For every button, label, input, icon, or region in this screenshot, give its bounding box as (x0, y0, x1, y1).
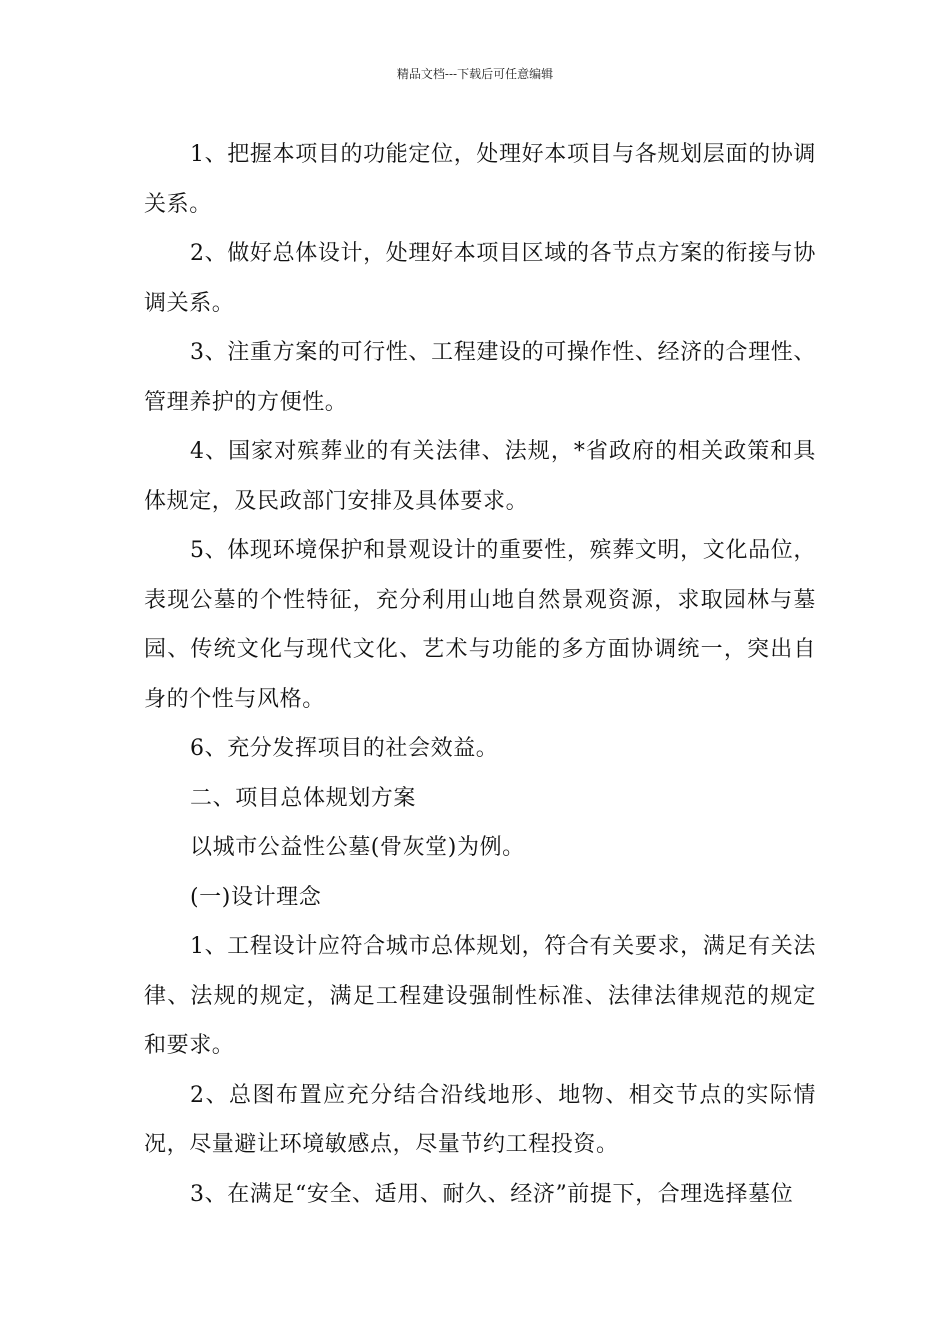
paragraph-5: 5、体现环境保护和景观设计的重要性，殡葬文明，文化品位，表现公墓的个性特征，充分利用山地自然景观资源，求取园林与墓园、传统文化与现代文化、艺术与功能的多方面协调统一，突出自身的个性与风格。 (144, 538, 816, 712)
document-body (144, 130, 816, 1219)
subsection-heading: (一)设计理念 (190, 884, 322, 910)
paragraph-1: 1、把握本项目的功能定位，处理好本项目与各规划层面的协调关系。 (144, 142, 816, 217)
paragraph-example: 以城市公益性公墓(骨灰堂)为例。 (190, 835, 525, 860)
paragraph-2: 2、做好总体设计，处理好本项目区域的各节点方案的衔接与协调关系。 (144, 241, 816, 316)
paragraph-design-1: 1、工程设计应符合城市总体规划，符合有关要求，满足有关法律、法规的规定，满足工程建设强制性标准、法律法律规范的规定和要求。 (144, 934, 816, 1058)
paragraph-design-3: 3、在满足“安全、适用、耐久、经济”前提下，合理选择墓位 (190, 1181, 794, 1207)
paragraph-4: 4、国家对殡葬业的有关法律、法规，*省政府的相关政策和具体规定，及民政部门安排及具体要求。 (144, 439, 816, 514)
paragraph-design-2: 2、总图布置应充分结合沿线地形、地物、相交节点的实际情况，尽量避让环境敏感点，尽量节约工程投资。 (144, 1082, 816, 1157)
page-header: 精品文档---下载后可任意编辑 (396, 67, 554, 81)
paragraph-3: 3、注重方案的可行性、工程建设的可操作性、经济的合理性、管理养护的方便性。 (144, 340, 816, 415)
section-heading: 二、项目总体规划方案 (190, 785, 417, 811)
paragraph-6: 6、充分发挥项目的社会效益。 (190, 736, 499, 761)
